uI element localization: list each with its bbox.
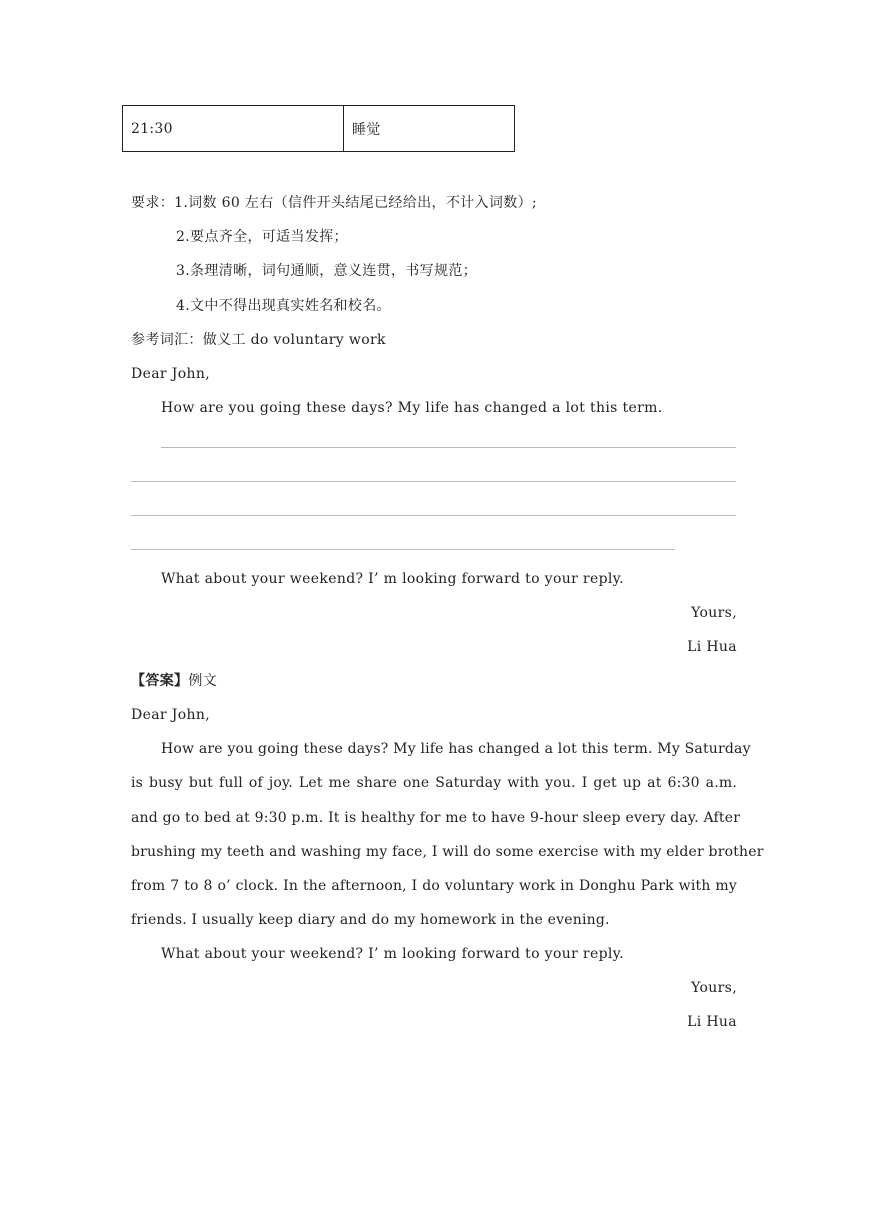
activity-cell: 睡觉 bbox=[344, 106, 515, 152]
answer-body-line: and go to bed at 9:30 p.m. It is healthy for me to have 9-hour sleep every day. After bbox=[131, 810, 741, 826]
writing-blank-line bbox=[161, 447, 736, 448]
answer-signature: Li Hua bbox=[687, 1014, 737, 1030]
answer-body-line: friends. I usually keep diary and do my homework in the evening. bbox=[131, 912, 610, 928]
requirement-item: 4.文中不得出现真实姓名和校名。 bbox=[176, 298, 391, 314]
answer-salutation: Dear John, bbox=[131, 707, 211, 723]
answer-body-line: is busy but full of joy. Let me share one Saturday with you. I get up at 6:30 a.m. bbox=[131, 775, 737, 791]
prompt-signature: Li Hua bbox=[687, 639, 737, 655]
writing-blank-line bbox=[131, 481, 736, 482]
requirement-item: 3.条理清晰，词句通顺，意义连贯，书写规范； bbox=[176, 263, 478, 279]
answer-body-line: brushing my teeth and washing my face, I will do some exercise with my elder brother bbox=[131, 844, 764, 860]
reference-vocabulary: 参考词汇：做义工 do voluntary work bbox=[131, 332, 386, 348]
answer-heading-bracketed: 【答案】 bbox=[131, 673, 189, 689]
time-cell: 21:30 bbox=[123, 106, 344, 152]
prompt-closing: What about your weekend? I’ m looking forward to your reply. bbox=[161, 571, 624, 587]
prompt-salutation: Dear John, bbox=[131, 366, 211, 382]
schedule-table bbox=[122, 105, 515, 152]
writing-blank-line bbox=[131, 515, 736, 516]
answer-closing: What about your weekend? I’ m looking forward to your reply. bbox=[161, 946, 624, 962]
requirement-item: 2.要点齐全，可适当发挥； bbox=[176, 229, 348, 245]
writing-blank-line bbox=[131, 549, 675, 550]
requirements-label: 要求： bbox=[131, 195, 175, 211]
answer-body-line: from 7 to 8 o’ clock. In the afternoon, I do voluntary work in Donghu Park with my bbox=[131, 878, 737, 894]
requirement-line-1 bbox=[131, 194, 537, 212]
answer-heading bbox=[131, 672, 217, 690]
prompt-opening: How are you going these days? My life has changed a lot this term. bbox=[161, 400, 663, 416]
prompt-signoff: Yours, bbox=[691, 605, 737, 621]
requirement-item: 1.词数 60 左右（信件开头结尾已经给出，不计入词数）; bbox=[174, 195, 537, 211]
table-row bbox=[123, 106, 515, 152]
answer-heading-text: 例文 bbox=[188, 673, 218, 689]
answer-signoff: Yours, bbox=[691, 980, 737, 996]
answer-body-line: How are you going these days? My life has changed a lot this term. My Saturday bbox=[161, 741, 751, 757]
